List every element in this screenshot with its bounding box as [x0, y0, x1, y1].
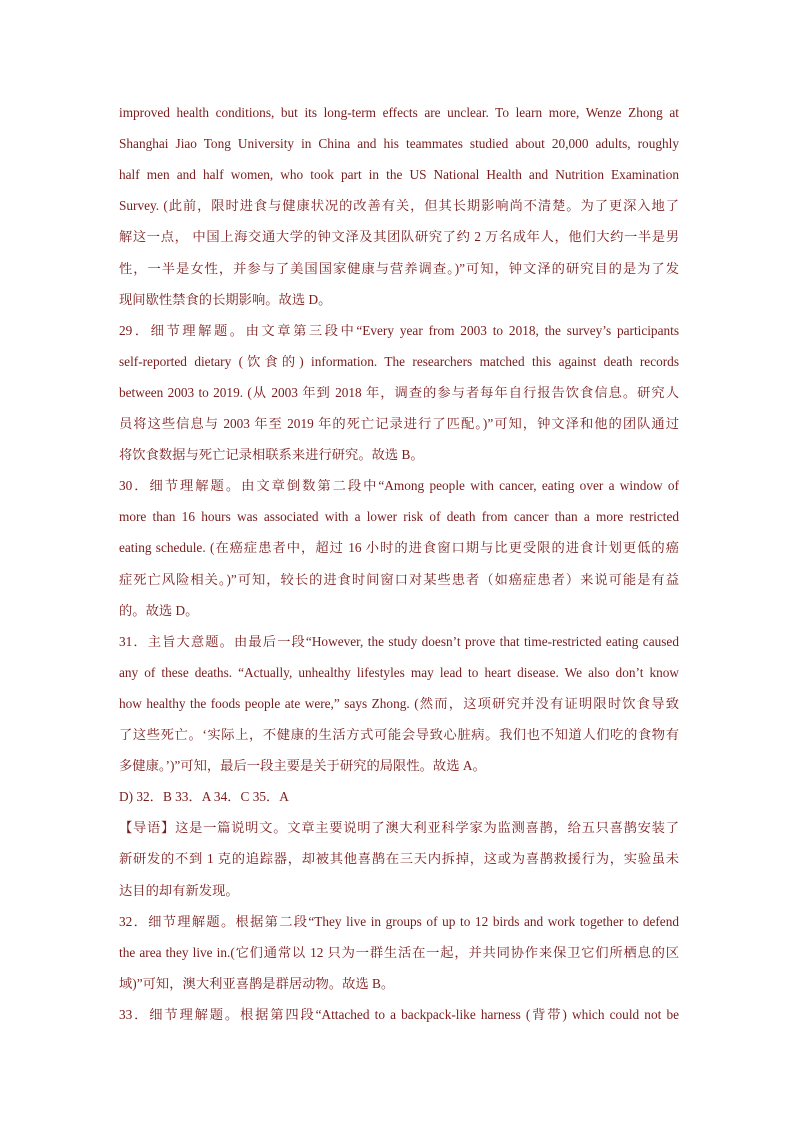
text-line: more than 16 hours was associated with a lower risk of death from cancer than a more restricted	[119, 509, 679, 524]
text-line: 【导语】这是一篇说明文。文章主要说明了澳大利亚科学家为监测喜鹊，给五只喜鹊安装了	[119, 820, 679, 835]
text-line: 的。故选 D。	[119, 603, 199, 618]
text-line: 解这一点， 中国上海交通大学的钟文泽及其团队研究了约 2 万名成年人，他们大约一半是男	[119, 229, 679, 244]
text-line: D) 32．B 33．A 34．C 35．A	[119, 789, 289, 804]
text-line: 新研发的不到 1 克的追踪器，却被其他喜鹊在三天内拆掉，这或为喜鹊救援行为，实验虽未	[119, 851, 679, 866]
text-line: Shanghai Jiao Tong University in China and his teammates studied about 20,000 adults, roughly	[119, 136, 679, 151]
text-line: 30．细节理解题。由文章倒数第二段中“Among people with cancer, eating over a window of	[119, 478, 679, 493]
text-line: improved health conditions, but its long-term effects are unclear. To learn more, Wenze Zhong at	[119, 105, 679, 120]
text-line: 员将这些信息与 2003 年至 2019 年的死亡记录进行了匹配。)”可知，钟文泽和他的团队通过	[119, 416, 679, 431]
text-line: half men and half women, who took part in the US National Health and Nutrition Examination	[119, 167, 679, 182]
text-line: between 2003 to 2019. (从 2003 年到 2018 年，调查的参与者每年自行报告饮食信息。研究人	[119, 385, 679, 400]
text-line: 症死亡风险相关。)”可知，较长的进食时间窗口对某些患者（如癌症患者）来说可能是有益	[119, 572, 679, 587]
text-line: 将饮食数据与死亡记录相联系来进行研究。故选 B。	[119, 447, 424, 462]
text-line: 了这些死亡。‘实际上，不健康的生活方式可能会导致心脏病。我们也不知道人们吃的食物有	[119, 727, 679, 742]
text-line: 域)”可知，澳大利亚喜鹊是群居动物。故选 B。	[119, 976, 395, 991]
text-line: how healthy the foods people ate were,” says Zhong. (然而，这项研究并没有证明限时饮食导致	[119, 696, 679, 711]
text-line: the area they live in.(它们通常以 12 只为一群生活在一起，并共同协作来保卫它们所栖息的区	[119, 945, 679, 960]
text-line: 31．主旨大意题。由最后一段“However, the study doesn’t prove that time-restricted eating caused	[119, 634, 679, 649]
text-line: 33．细节理解题。根据第四段“Attached to a backpack-like harness (背带) which could not be	[119, 1007, 679, 1022]
text-line: 32．细节理解题。根据第二段“They live in groups of up to 12 birds and work together to defend	[119, 914, 679, 929]
text-line: 现间歇性禁食的长期影响。故选 D。	[119, 292, 332, 307]
text-line: Survey. (此前，限时进食与健康状况的改善有关，但其长期影响尚不清楚。为了更深入地了	[119, 198, 679, 213]
text-line: eating schedule. (在癌症患者中，超过 16 小时的进食窗口期与比更受限的进食计划更低的癌	[119, 540, 679, 555]
text-line: any of these deaths. “Actually, unhealthy lifestyles may lead to heart disease. We also don’t know	[119, 665, 679, 680]
text-line: self-reported dietary (饮食的) information. The researchers matched this against death records	[119, 354, 679, 369]
text-line: 性，一半是女性，并参与了美国国家健康与营养调查。)”可知，钟文泽的研究目的是为了发	[119, 261, 679, 276]
text-line: 多健康。’)”可知，最后一段主要是关于研究的局限性。故选 A。	[119, 758, 486, 773]
text-line: 达目的却有新发现。	[119, 883, 239, 898]
text-line: 29．细节理解题。由文章第三段中“Every year from 2003 to 2018, the survey’s participants	[119, 323, 679, 338]
